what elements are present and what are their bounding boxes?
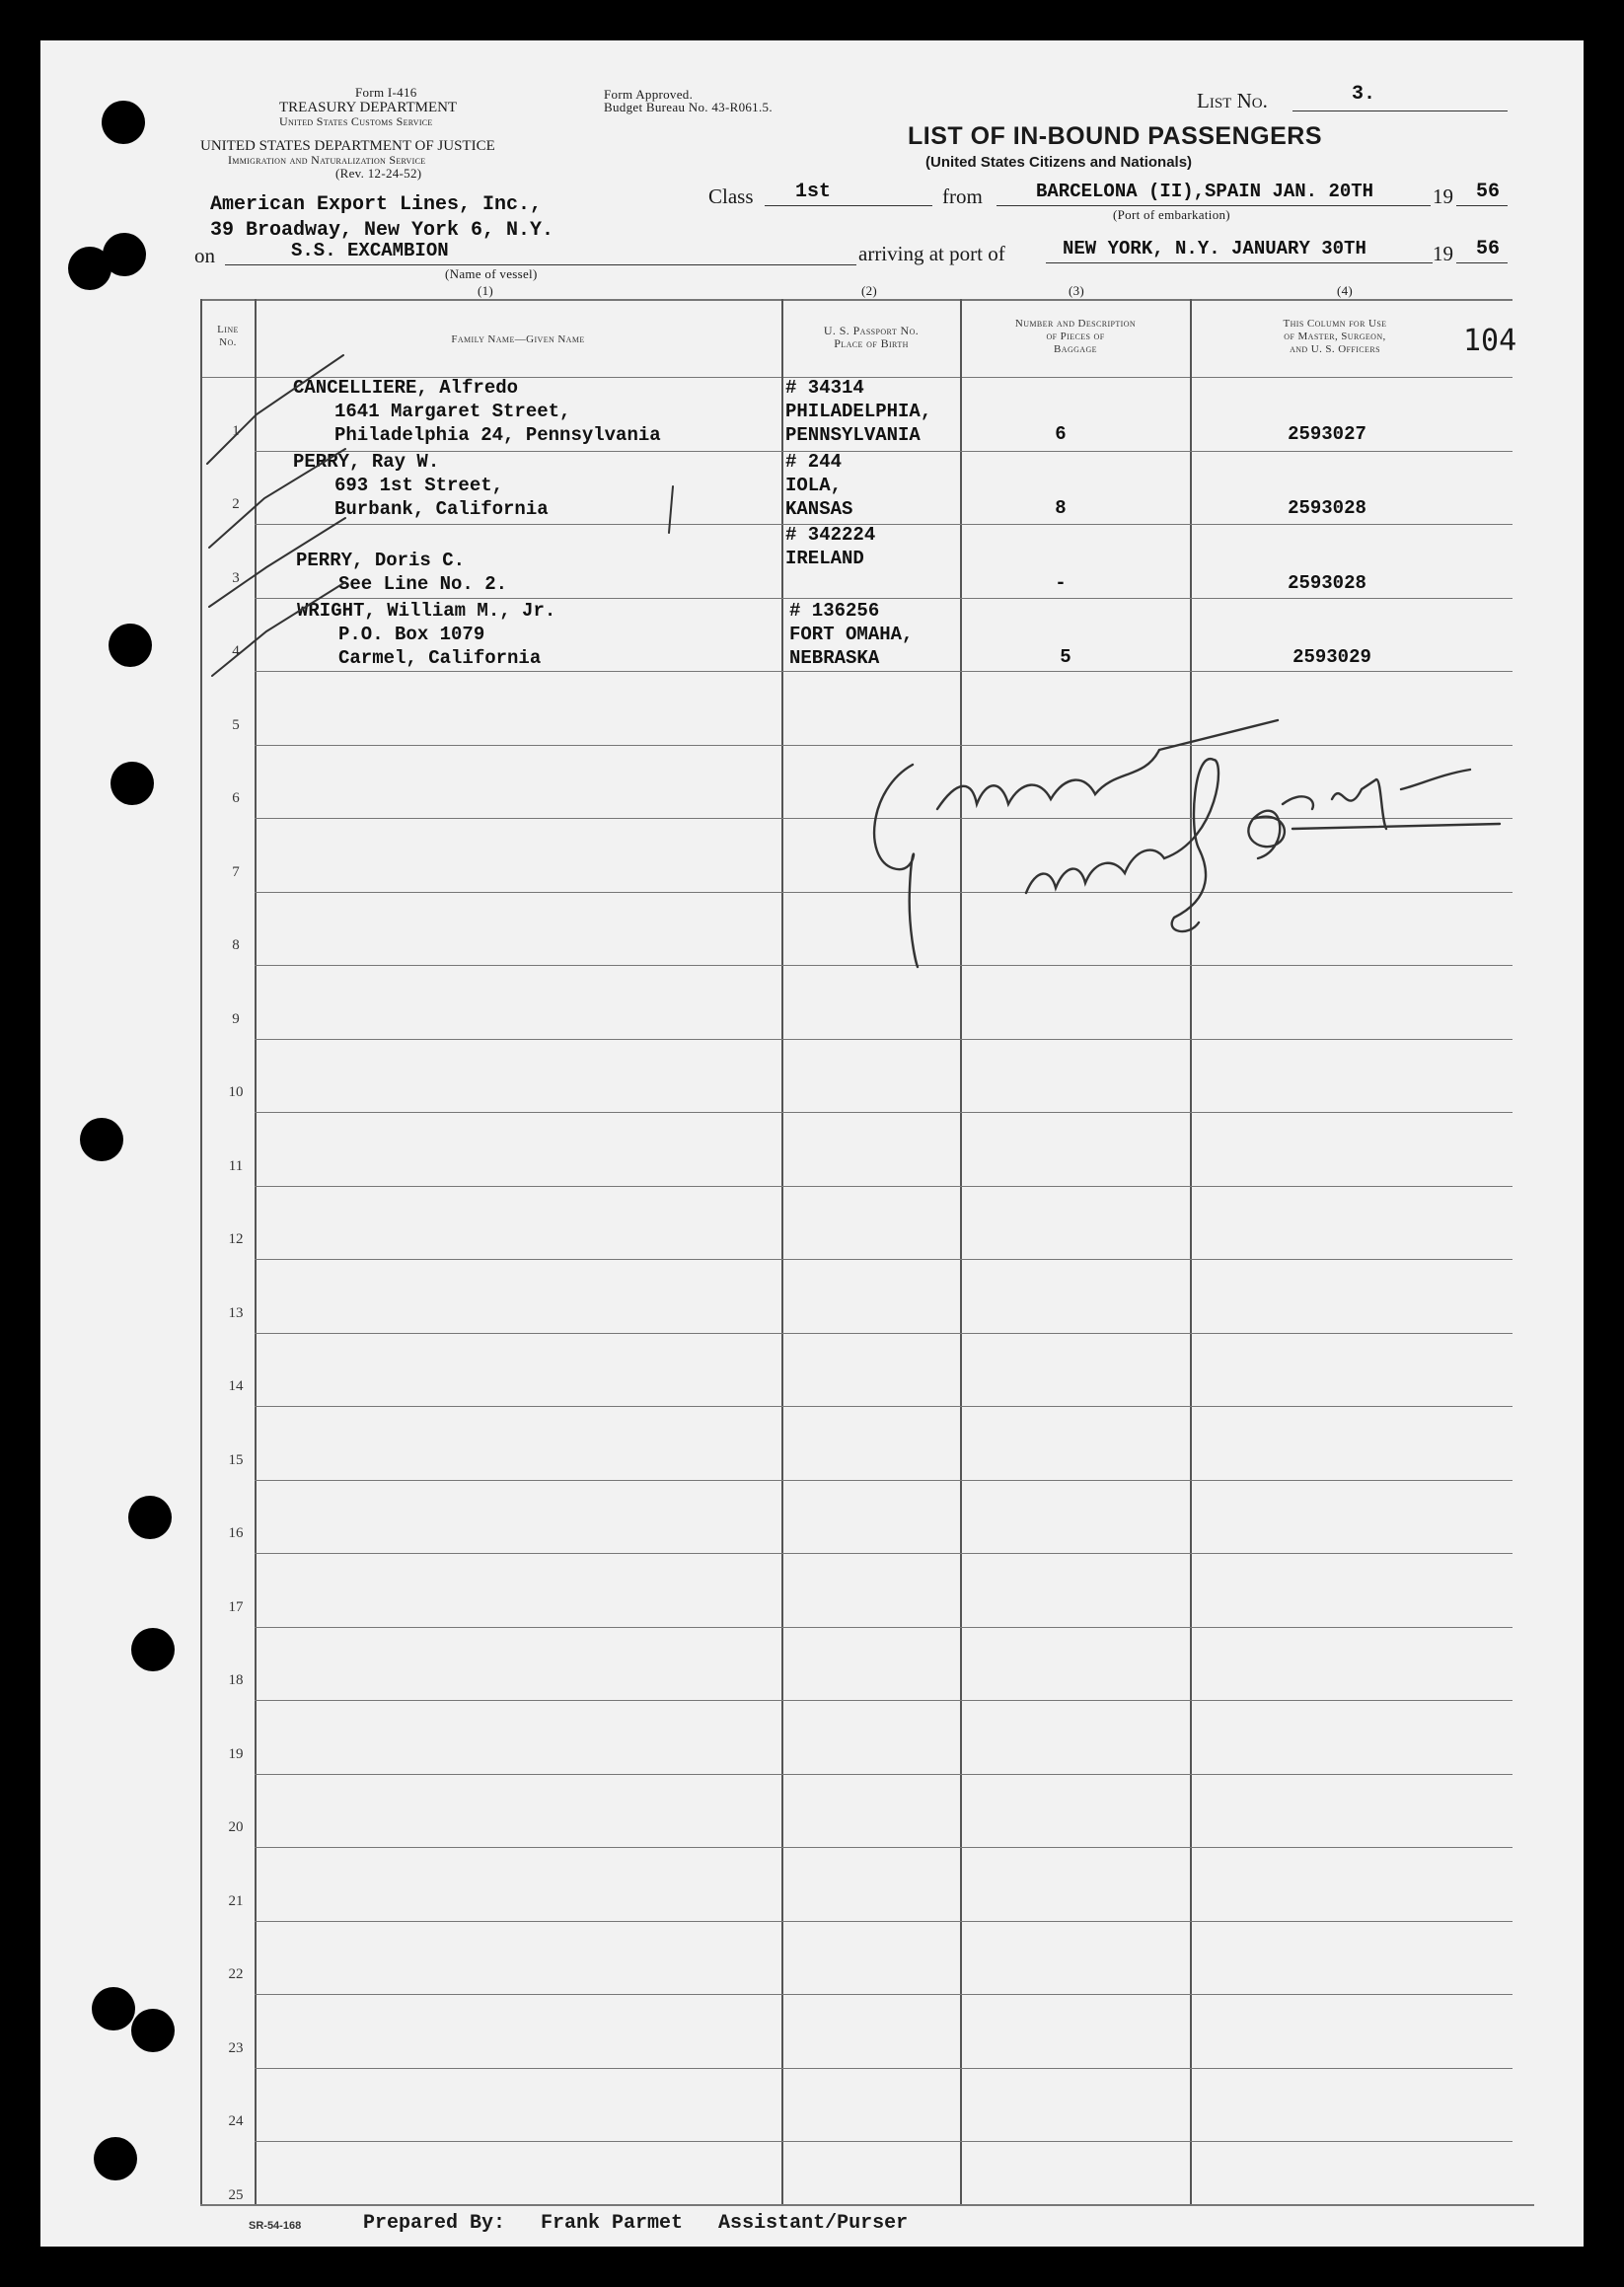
line-number: 1 — [232, 423, 240, 439]
passenger-1-baggage: 6 — [1055, 423, 1067, 445]
line-number: 14 — [228, 1378, 244, 1394]
revision: (Rev. 12-24-52) — [335, 166, 422, 181]
passenger-2-address-1: 693 1st Street, — [334, 475, 504, 496]
passenger-4-address-2: Carmel, California — [338, 647, 542, 669]
justice-department: UNITED STATES DEPARTMENT OF JUSTICE — [200, 138, 495, 154]
passenger-1-address-1: 1641 Margaret Street, — [334, 401, 571, 422]
check-mark — [207, 355, 343, 464]
passenger-2-baggage: 8 — [1055, 497, 1067, 519]
page-stamp: 104 — [1463, 324, 1517, 358]
pen-stroke — [669, 486, 673, 533]
passenger-4-passport: # 136256 — [789, 600, 880, 622]
passenger-4-birthplace-2: NEBRASKA — [789, 647, 880, 669]
passenger-2-address-2: Burbank, California — [334, 498, 549, 520]
column-header-officers: This Column for Use of Master, Surgeon, and U. S. Officers — [1283, 318, 1387, 355]
passenger-4-birthplace-1: FORT OMAHA, — [789, 624, 914, 645]
treasury-department: TREASURY DEPARTMENT — [279, 100, 458, 115]
class-value: 1st — [795, 181, 832, 203]
line-number: 10 — [228, 1084, 244, 1100]
line-number: 17 — [228, 1599, 244, 1615]
line-number: 4 — [232, 643, 240, 659]
column-header-baggage: Number and Description of Pieces of Baggage — [1014, 318, 1137, 355]
on-label: on — [194, 244, 215, 267]
from-year: 56 — [1476, 181, 1501, 203]
line-number: 25 — [228, 2187, 244, 2203]
line-number: 8 — [232, 937, 240, 953]
column-header-line-no: Line No. — [217, 324, 239, 348]
line-number: 9 — [232, 1011, 240, 1027]
col-number-4: (4) — [1337, 283, 1354, 298]
line-number: 22 — [228, 1966, 244, 1982]
list-no-label: List No. — [1197, 89, 1268, 112]
passenger-4-name: WRIGHT, William M., Jr. — [297, 600, 556, 622]
line-number: 12 — [228, 1231, 244, 1247]
budget-bureau: Budget Bureau No. 43-R061.5. — [604, 100, 773, 114]
form-code: SR-54-168 — [249, 2220, 302, 2232]
passenger-1-officer-number: 2593027 — [1288, 423, 1366, 445]
passenger-3-name: PERRY, Doris C. — [296, 550, 466, 571]
column-header-name: Family Name—Given Name — [451, 333, 585, 345]
check-mark — [212, 582, 345, 676]
line-number: 6 — [232, 790, 240, 806]
passenger-2-passport: # 244 — [785, 451, 843, 473]
form-approved: Form Approved. — [604, 87, 694, 102]
passenger-3-passport: # 342224 — [785, 524, 876, 546]
passenger-4-officer-number: 2593029 — [1292, 646, 1371, 668]
check-mark — [209, 449, 345, 548]
ins-service: Immigration and Naturalization Service — [228, 153, 426, 167]
prepared-by: Prepared By: Frank Parmet Assistant/Purser — [363, 2212, 909, 2235]
page-subtitle: (United States Citizens and Nationals) — [925, 154, 1193, 171]
col-number-3: (3) — [1069, 283, 1085, 298]
signature — [874, 720, 1500, 967]
line-number: 11 — [228, 1158, 244, 1174]
passenger-1-birthplace-1: PHILADELPHIA, — [785, 401, 932, 422]
company-line-2: 39 Broadway, New York 6, N.Y. — [210, 219, 554, 242]
line-number: 19 — [228, 1746, 244, 1762]
line-number: 5 — [232, 717, 240, 733]
company-line-1: American Export Lines, Inc., — [210, 193, 543, 216]
line-number: 16 — [228, 1525, 244, 1541]
passenger-3-baggage: - — [1055, 572, 1067, 594]
line-number: 20 — [228, 1819, 244, 1835]
check-mark — [209, 518, 345, 607]
arriving-value: NEW YORK, N.Y. JANUARY 30TH — [1063, 238, 1366, 259]
customs-service: United States Customs Service — [279, 114, 433, 128]
passenger-2-birthplace-2: KANSAS — [785, 498, 853, 520]
passenger-4-address-1: P.O. Box 1079 — [338, 624, 485, 645]
line-number: 7 — [232, 864, 240, 880]
port-of-embarkation-caption: (Port of embarkation) — [1113, 207, 1230, 222]
passenger-2-name: PERRY, Ray W. — [293, 451, 440, 473]
line-number: 2 — [232, 496, 240, 512]
line-number: 23 — [228, 2040, 244, 2056]
passenger-1-passport: # 34314 — [785, 377, 864, 399]
list-no-value: 3. — [1352, 83, 1376, 106]
passenger-3-address-1: See Line No. 2. — [338, 573, 508, 595]
column-header-passport: U. S. Passport No. Place of Birth — [823, 324, 920, 350]
arriving-year-prefix: 19 — [1433, 242, 1453, 265]
line-number: 3 — [232, 570, 240, 586]
page-title: LIST OF IN-BOUND PASSENGERS — [908, 122, 1323, 150]
passenger-1-birthplace-2: PENNSYLVANIA — [785, 424, 921, 446]
passenger-1-name: CANCELLIERE, Alfredo — [293, 377, 519, 399]
passenger-2-birthplace-1: IOLA, — [785, 475, 843, 496]
from-value: BARCELONA (II),SPAIN JAN. 20TH — [1036, 181, 1374, 202]
passenger-3-officer-number: 2593028 — [1288, 572, 1366, 594]
line-number: 24 — [228, 2113, 244, 2129]
col-number-1: (1) — [478, 283, 494, 298]
line-number: 15 — [228, 1452, 244, 1468]
passenger-2-officer-number: 2593028 — [1288, 497, 1366, 519]
form-number: Form I-416 — [355, 85, 417, 100]
vessel-value: S.S. EXCAMBION — [291, 240, 449, 261]
class-label: Class — [708, 184, 754, 208]
line-number: 13 — [228, 1305, 244, 1321]
passenger-3-birthplace-1: IRELAND — [785, 548, 864, 569]
arriving-year: 56 — [1476, 238, 1501, 260]
arriving-label: arriving at port of — [858, 242, 1005, 265]
line-number: 21 — [228, 1893, 244, 1909]
vessel-caption: (Name of vessel) — [445, 266, 538, 281]
from-year-prefix: 19 — [1433, 184, 1453, 208]
from-label: from — [942, 184, 983, 208]
line-number: 18 — [228, 1672, 244, 1688]
passenger-1-address-2: Philadelphia 24, Pennsylvania — [334, 424, 661, 446]
passenger-4-baggage: 5 — [1060, 646, 1071, 668]
col-number-2: (2) — [861, 283, 878, 298]
